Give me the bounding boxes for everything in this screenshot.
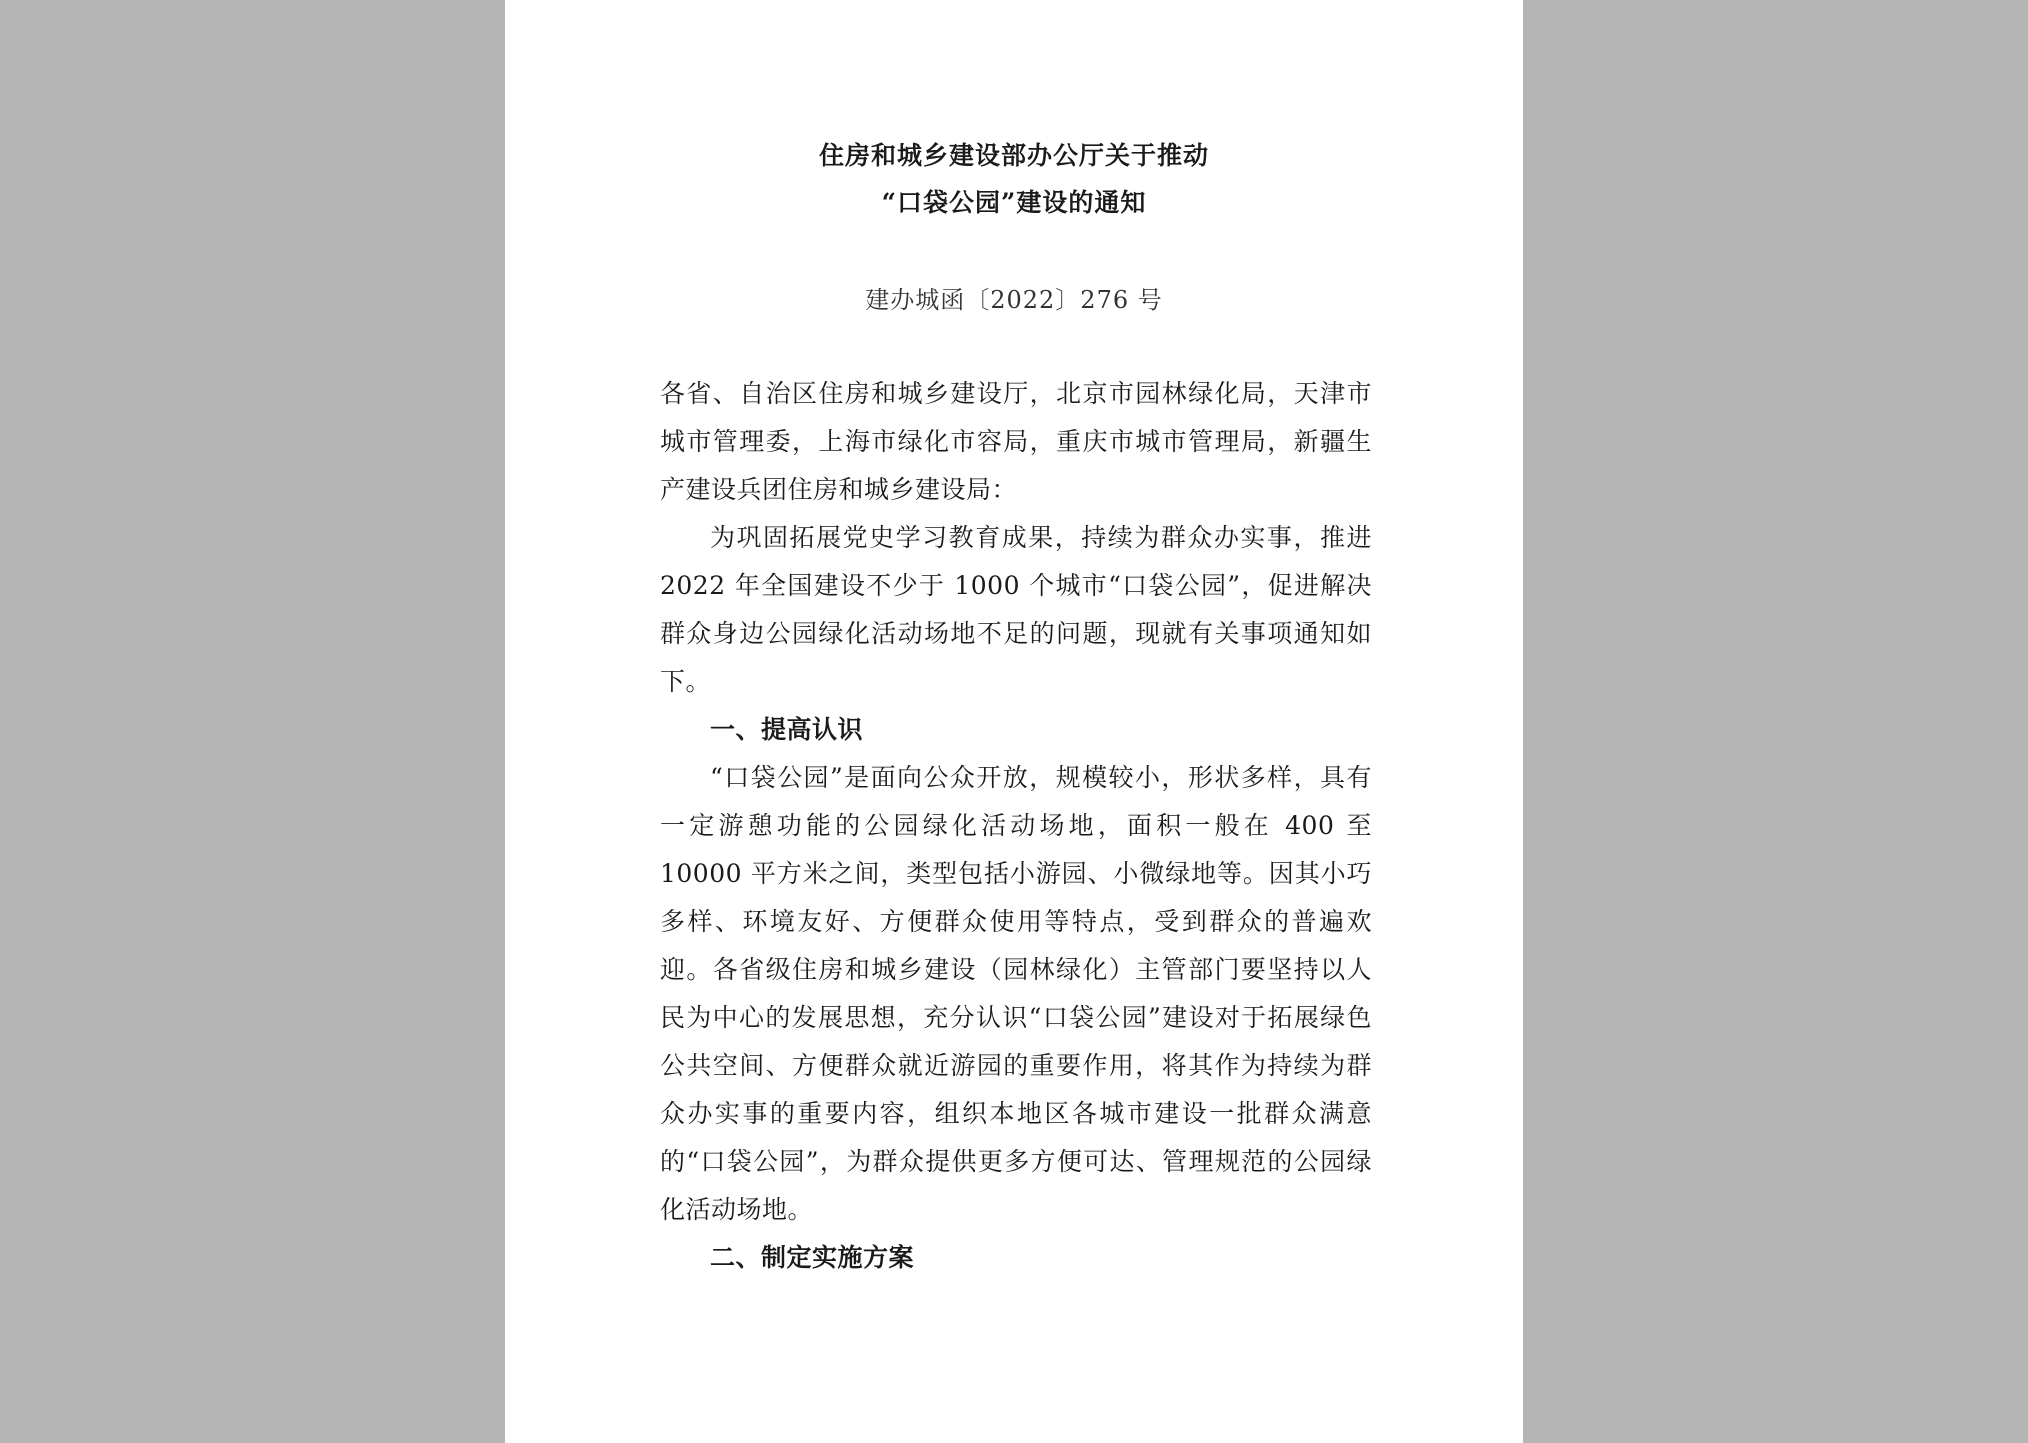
document-title-line-2: “口袋公园”建设的通知	[881, 188, 1147, 217]
addressee-paragraph: 各省、自治区住房和城乡建设厅，北京市园林绿化局，天津市城市管理委，上海市绿化市容局，重庆市城市管理局，新疆生产建设兵团住房和城乡建设局：	[660, 379, 1372, 504]
section-1-heading: 一、提高认识	[710, 715, 864, 744]
section-2-heading: 二、制定实施方案	[710, 1243, 915, 1272]
section-1-paragraph: “口袋公园”是面向公众开放，规模较小，形状多样，具有一定游憩功能的公园绿化活动场地，面积一般在 400 至 10000 平方米之间，类型包括小游园、小微绿地等。因其小巧多样、环境友好、方便群众使用等特点，受到群众的普遍欢迎。各省级住房和城乡建设（园林绿化）主管部门要坚持以人民为中心的发展思想，充分认识“口袋公园”建设对于拓展绿色公共空间、方便群众就近游园的重要作用，将其作为持续为群众办实事的重要内容，组织本地区各城市建设一批群众满意的“口袋公园”，为群众提供更多方便可达、管理规范的公园绿化活动场地。	[660, 763, 1372, 1224]
document-body	[660, 370, 1372, 1282]
intro-paragraph: 为巩固拓展党史学习教育成果，持续为群众办实事，推进 2022 年全国建设不少于 1000 个城市“口袋公园”，促进解决群众身边公园绿化活动场地不足的问题，现就有关事项通知如下。	[660, 523, 1372, 696]
document-title-line-1: 住房和城乡建设部办公厅关于推动	[818, 141, 1209, 170]
document-page	[505, 0, 1523, 1443]
document-number: 建办城函〔2022〕276 号	[865, 286, 1163, 314]
